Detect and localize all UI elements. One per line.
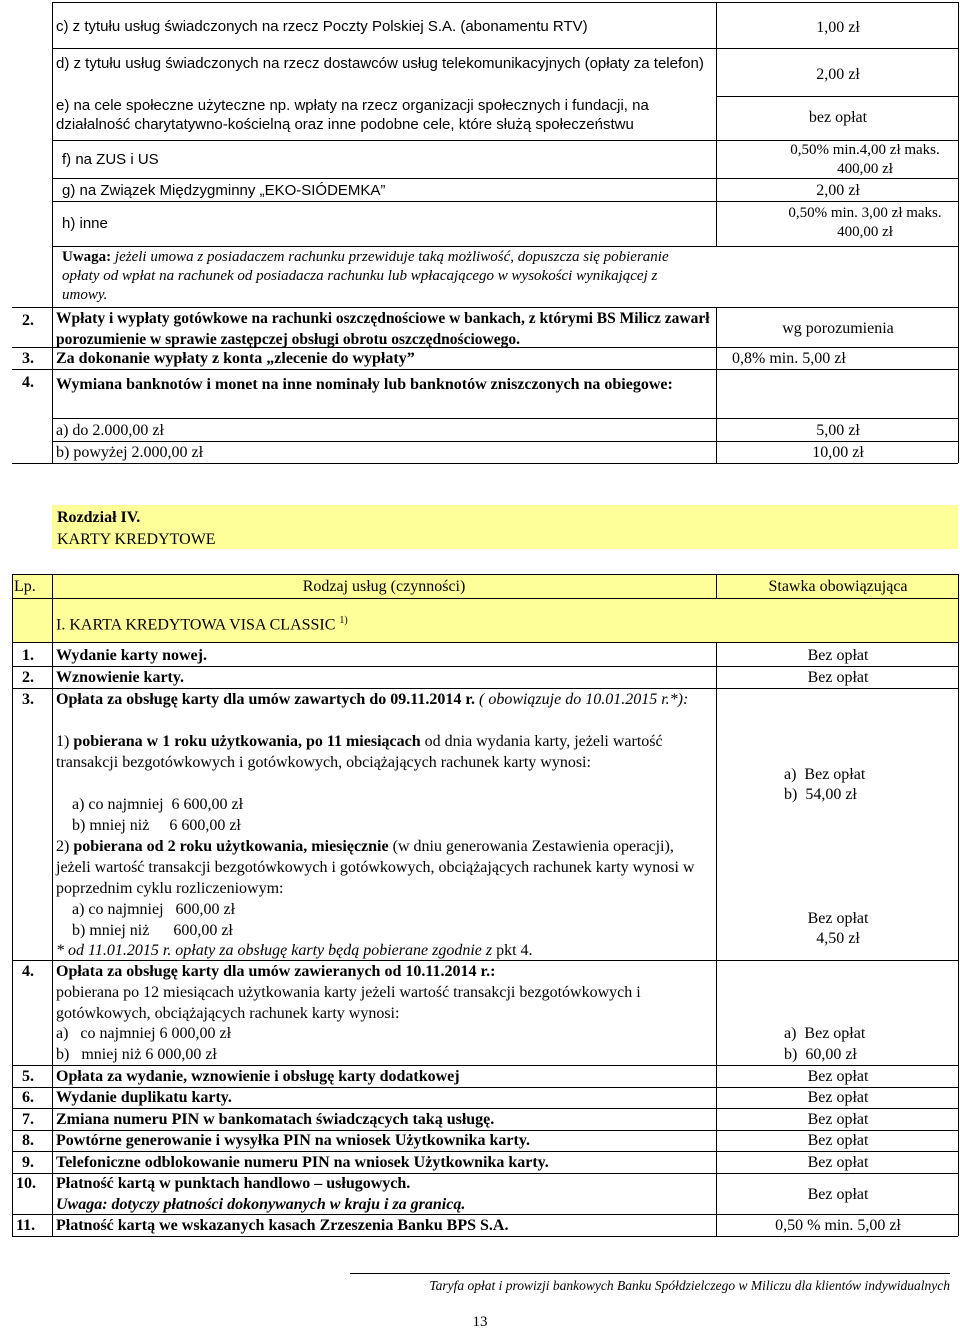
- row-3-fee-1b: b) 54,00 zł: [784, 786, 857, 803]
- rule: [958, 574, 959, 1236]
- chapter-title: Rozdział IV.: [57, 509, 141, 526]
- part1-marker: 1): [56, 733, 74, 750]
- item-2-fee: wg porozumienia: [782, 320, 894, 337]
- row-3-title-note: ( obowiązuje do 10.01.2015 r.*):: [474, 691, 689, 708]
- row-7-fee: Bez opłat: [807, 1111, 869, 1128]
- section-title-text: I. KARTA KREDYTOWA VISA CLASSIC: [56, 616, 336, 634]
- rule: [52, 418, 958, 419]
- note-label: Uwaga:: [62, 249, 112, 265]
- row-1-number: 1.: [22, 647, 34, 664]
- item-e-fee: bez opłat: [808, 109, 868, 126]
- row-6-fee: Bez opłat: [807, 1089, 869, 1106]
- row-3-part2: [56, 836, 704, 899]
- item-f-label: f) na ZUS i US: [62, 151, 159, 168]
- item-h-label: h) inne: [62, 215, 108, 232]
- item-3-fee: 0,8% min. 5,00 zł: [732, 350, 846, 367]
- rule: [52, 369, 53, 463]
- rule: [12, 642, 958, 643]
- item-4b-label: b) powyżej 2.000,00 zł: [56, 444, 204, 461]
- row-3-part1: [56, 731, 704, 773]
- rule: [12, 574, 958, 575]
- item-4b-fee: 10,00 zł: [812, 444, 864, 461]
- row-3-fee-2a: Bez opłat: [807, 910, 869, 927]
- row-9-fee: Bez opłat: [807, 1154, 869, 1171]
- row-10-note: Uwaga: dotyczy płatności dokonywanych w kraju i za granicą.: [56, 1196, 466, 1213]
- row-4-option-a: a) co najmniej 6 000,00 zł: [56, 1025, 232, 1042]
- row-1-text: Wydanie karty nowej.: [56, 647, 207, 664]
- row-8-number: 8.: [22, 1132, 34, 1149]
- item-g-fee: 2,00 zł: [816, 182, 860, 199]
- rule: [52, 246, 958, 247]
- item-3-text: Za dokonanie wypłaty z konta „zlecenie do wypłaty”: [56, 350, 415, 367]
- item-4-text: Wymiana banknotów i monet na inne nominały lub banknotów zniszczonych na obiegowe:: [56, 376, 673, 393]
- row-11-number: 11.: [16, 1217, 36, 1234]
- item-e-label: e) na cele społeczne użyteczne np. wpłaty na rzecz organizacji społecznych i fundacji, na działalność charytatywno-kościelną oraz inne podobne cele, które służą społeczeństwu: [56, 97, 649, 133]
- note-text: jeżeli umowa z posiadaczem rachunku przewiduje taką możliwość, dopuszcza się pobieranie opłaty od wpłat na rachunek od posiadacza rachunku lub wpłacającego w wysokości wynikającej z umowy.: [62, 249, 669, 303]
- row-7-text: Zmiana numeru PIN w bankomatach świadczących taką usługę.: [56, 1111, 495, 1128]
- rule: [716, 347, 717, 369]
- rule: [958, 307, 959, 347]
- section-footnote-mark: 1): [339, 615, 348, 626]
- rule: [52, 201, 958, 202]
- row-4-number: 4.: [22, 963, 34, 980]
- item-4a-fee: 5,00 zł: [816, 422, 860, 439]
- rule: [716, 2, 717, 247]
- row-3-part2-a: a) co najmniej 600,00 zł: [72, 901, 236, 918]
- item-3-number: 3.: [22, 350, 34, 367]
- row-4-fee-b: b) 60,00 zł: [784, 1046, 857, 1063]
- rule: [716, 642, 717, 1236]
- item-d-label: d) z tytułu usług świadczonych na rzecz dostawców usług telekomunikacyjnych (opłaty za telefon): [56, 55, 704, 72]
- row-9-number: 9.: [22, 1154, 34, 1171]
- col-rate-header: Stawka obowiązująca: [768, 578, 908, 595]
- rule: [12, 1236, 958, 1237]
- rule: [12, 463, 958, 464]
- row-8-text: Powtórne generowanie i wysyłka PIN na wniosek Użytkownika karty.: [56, 1132, 530, 1149]
- row-5-number: 5.: [22, 1068, 34, 1085]
- row-2-number: 2.: [22, 669, 34, 686]
- footnote-end: pkt 4.: [496, 942, 533, 959]
- part2-rest: (w dniu generowania Zestawienia operacji), jeżeli wartość transakcji bezgotówkowych i gotówkowych, obciążających rachunek karty wynosi w poprzednim cyklu rozliczeniowym:: [56, 838, 695, 897]
- col-lp-header: Lp.: [14, 578, 36, 595]
- row-3-part1-b: b) mniej niż 6 600,00 zł: [72, 817, 241, 834]
- part2-bold: pobierana od 2 roku użytkowania, miesięcznie: [73, 838, 389, 855]
- page-number: 13: [472, 1314, 488, 1330]
- rule: [716, 96, 958, 97]
- row-7-number: 7.: [22, 1111, 34, 1128]
- rule: [52, 574, 53, 1236]
- row-6-text: Wydanie duplikatu karty.: [56, 1089, 232, 1106]
- row-4-text: pobierana po 12 miesiącach użytkowania karty jeżeli wartość transakcji bezgotówkowych i gotówkowych, obciążających rachunek karty wynosi:: [56, 984, 641, 1022]
- row-10-text: Płatność kartą w punktach handlowo – usługowych.: [56, 1175, 411, 1192]
- rule: [958, 347, 959, 369]
- rule: [716, 369, 717, 463]
- row-4-option-b: b) mniej niż 6 000,00 zł: [56, 1046, 217, 1063]
- item-c-fee: 1,00 zł: [816, 19, 860, 36]
- item-2-number: 2.: [22, 312, 34, 329]
- rule: [12, 369, 958, 370]
- rule: [716, 574, 717, 598]
- row-3-number: 3.: [22, 691, 34, 708]
- row-11-text: Płatność kartą we wskazanych kasach Zrzeszenia Banku BPS S.A.: [56, 1217, 509, 1234]
- note: [62, 248, 702, 305]
- row-9-text: Telefoniczne odblokowanie numeru PIN na wniosek Użytkownika karty.: [56, 1154, 549, 1171]
- row-4-title: Opłata za obsługę karty dla umów zawieranych od 10.11.2014 r.:: [56, 963, 496, 980]
- row-10-fee: Bez opłat: [807, 1186, 869, 1203]
- rule: [52, 2, 958, 3]
- footer-text: Taryfa opłat i prowizji bankowych Banku Spółdzielczego w Miliczu dla klientów indywidualnych: [429, 1278, 950, 1293]
- section-title: [56, 610, 348, 635]
- part2-marker: 2): [56, 838, 74, 855]
- item-h-fee: 0,50% min. 3,00 zł maks. 400,00 zł: [788, 205, 942, 240]
- rule: [12, 598, 958, 599]
- row-3-title: [56, 689, 696, 710]
- row-3-fee-2b: 4,50 zł: [816, 930, 860, 947]
- item-f-fee: 0,50% min.4,00 zł maks. 400,00 zł: [790, 142, 940, 177]
- item-g-label: g) na Związek Międzygminny „EKO-SIÓDEMKA”: [62, 182, 386, 199]
- row-10-number: 10.: [16, 1175, 36, 1192]
- row-11-fee: 0,50 % min. 5,00 zł: [775, 1217, 901, 1234]
- item-4a-label: a) do 2.000,00 zł: [56, 422, 164, 439]
- rule: [12, 574, 13, 1236]
- row-5-fee: Bez opłat: [807, 1068, 869, 1085]
- row-4-fee-a: a) Bez opłat: [784, 1025, 866, 1042]
- chapter-heading: [52, 505, 958, 549]
- part1-rest: od dnia wydania karty, jeżeli wartość transakcji bezgotówkowych i gotówkowych, obciążających rachunek karty wynosi:: [56, 733, 663, 771]
- row-2-text: Wznowienie karty.: [56, 669, 184, 686]
- row-3-footnote: [56, 940, 533, 961]
- rule: [958, 369, 959, 463]
- item-d-fee: 2,00 zł: [816, 66, 860, 83]
- item-2-text: Wpłaty i wypłaty gotówkowe na rachunki oszczędnościowe w bankach, z którymi BS Milicz zawarł porozumienie w sprawie zastępczej obsługi obrotu oszczędnościowego.: [56, 310, 710, 348]
- row-3-fee-1a: a) Bez opłat: [784, 766, 866, 783]
- footer-rule: [350, 1273, 950, 1274]
- rule: [958, 2, 959, 307]
- item-c-label: c) z tytułu usług świadczonych na rzecz Poczty Polskiej S.A. (abonamentu RTV): [56, 18, 588, 35]
- rule: [716, 307, 717, 347]
- footnote-text: * od 11.01.2015 r. opłaty za obsługę karty będą pobierane zgodnie z: [56, 942, 497, 959]
- item-4-number: 4.: [22, 374, 34, 391]
- row-6-number: 6.: [22, 1089, 34, 1106]
- part1-bold: pobierana w 1 roku użytkowania, po 11 miesiącach: [73, 733, 421, 750]
- rule: [52, 347, 53, 369]
- row-2-fee: Bez opłat: [807, 669, 869, 686]
- row-8-fee: Bez opłat: [807, 1132, 869, 1149]
- rule: [52, 48, 958, 49]
- rule: [52, 307, 53, 347]
- col-service-header: Rodzaj usług (czynności): [302, 578, 466, 595]
- chapter-subtitle: KARTY KREDYTOWE: [57, 531, 216, 548]
- row-3-title-text: Opłata za obsługę karty dla umów zawartych do 09.11.2014 r.: [56, 691, 475, 708]
- row-5-text: Opłata za wydanie, wznowienie i obsługę karty dodatkowej: [56, 1068, 460, 1085]
- row-1-fee: Bez opłat: [807, 647, 869, 664]
- row-3-part1-a: a) co najmniej 6 600,00 zł: [72, 796, 244, 813]
- row-3-part2-b: b) mniej niż 600,00 zł: [72, 922, 233, 939]
